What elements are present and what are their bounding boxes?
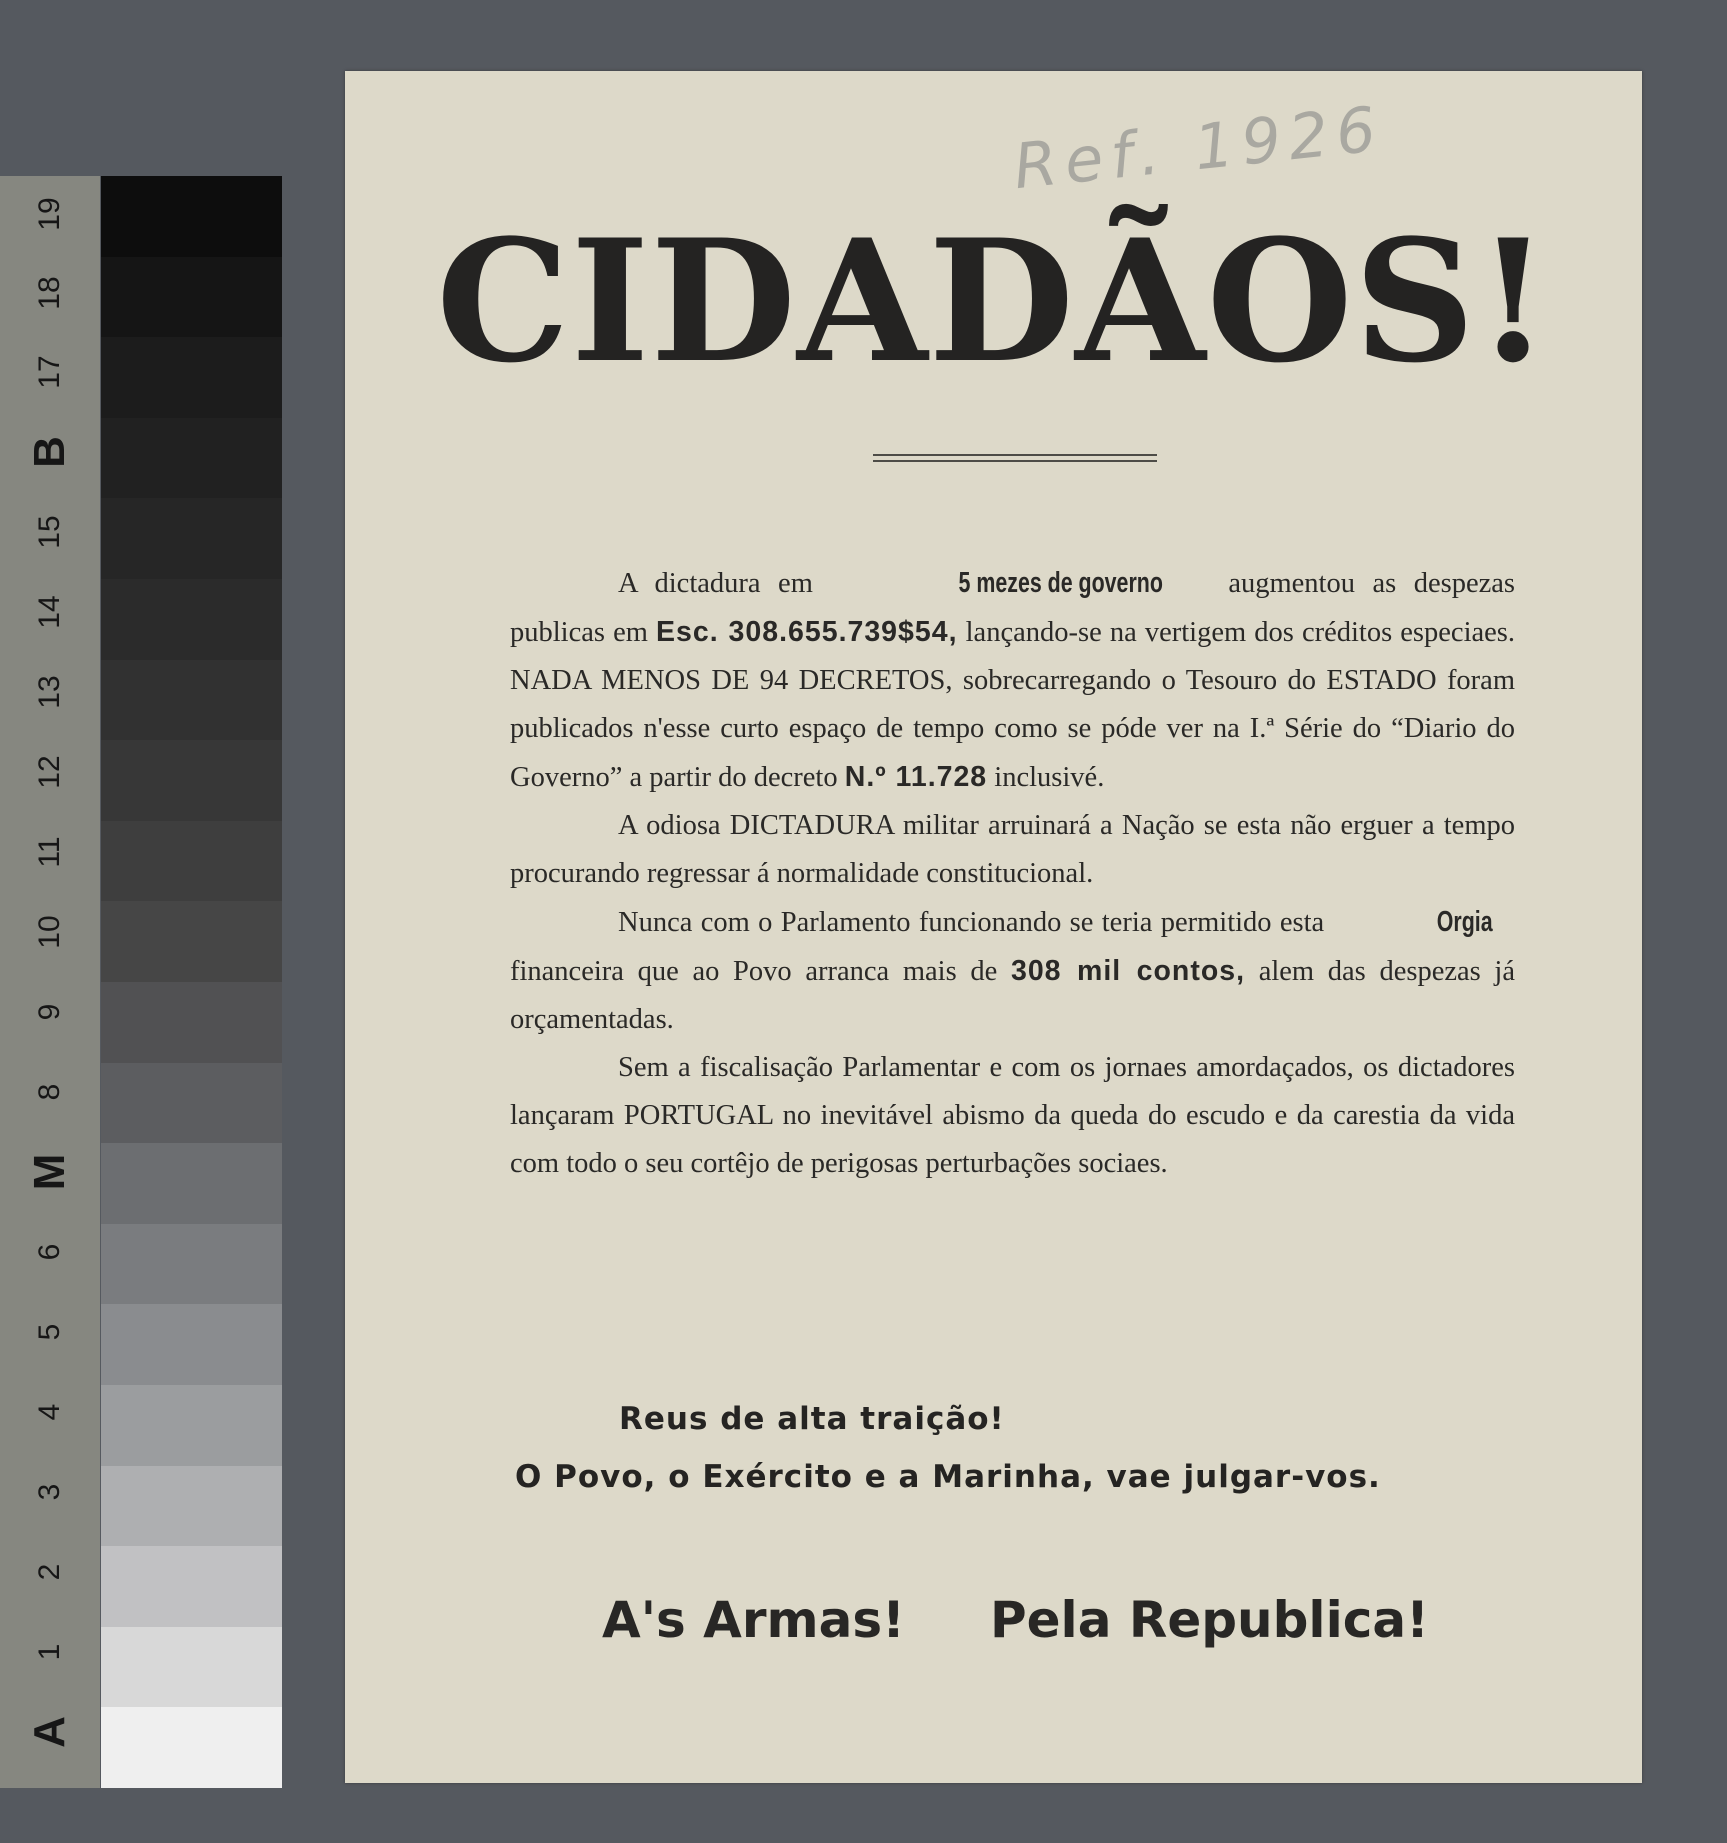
text-run: augmentou as despezas publicas em (510, 568, 1515, 648)
paragraph (510, 898, 1515, 1044)
emphasis-text: Esc. 308.655.739$54, (656, 616, 958, 648)
scale-label: 13 (33, 675, 66, 709)
title-divider (873, 460, 1157, 462)
paragraph (510, 802, 1515, 898)
gray-patch (101, 176, 282, 257)
scale-label: 15 (33, 515, 66, 549)
gray-patch (101, 901, 282, 982)
gray-patch (101, 982, 282, 1063)
rallying-cry: A's Armas! (602, 1591, 905, 1649)
title-divider (873, 454, 1157, 456)
grayscale-patches (101, 176, 282, 1788)
scale-label: M (25, 1153, 74, 1191)
scale-label: 1 (33, 1643, 66, 1661)
text-run: inclusivé. (987, 762, 1105, 793)
text-run: A odiosa DICTADURA militar arruinará a Nação se esta não erguer a tempo procurando regressar á normalidade constitucional. (510, 810, 1515, 889)
scale-label: 19 (33, 197, 66, 231)
accusation-line: Reus de alta traição! (619, 1401, 1005, 1437)
scale-label: 8 (33, 1083, 66, 1101)
gray-patch (101, 1707, 282, 1788)
scale-label: 17 (33, 355, 66, 389)
scale-label: A (25, 1716, 74, 1748)
scale-label: 14 (33, 595, 66, 629)
gray-patch (101, 418, 282, 499)
text-run: Nunca com o Parlamento funcionando se teria permitido esta (618, 907, 1333, 938)
handwritten-reference: Ref. 1926 (1010, 91, 1387, 204)
scale-label: 2 (33, 1563, 66, 1581)
gray-patch (101, 1466, 282, 1547)
paragraph (510, 1044, 1515, 1188)
gray-patch (101, 579, 282, 660)
gray-patch (101, 1143, 282, 1224)
scale-label: 10 (33, 915, 66, 949)
emphasis-text: N.º 11.728 (844, 761, 988, 793)
body-text (510, 559, 1515, 1188)
paragraph (510, 559, 1515, 802)
gray-patch (101, 337, 282, 418)
text-run: financeira que ao Povo arranca mais de (510, 956, 1011, 987)
document-page (345, 71, 1642, 1783)
gray-patch (101, 1304, 282, 1385)
color-scale-target (0, 176, 282, 1788)
gray-patch (101, 1224, 282, 1305)
gray-patch (101, 660, 282, 741)
scale-label: 3 (33, 1483, 66, 1501)
gray-patch (101, 1063, 282, 1144)
scale-label: 11 (33, 836, 66, 868)
gray-patch (101, 1385, 282, 1466)
gray-patch (101, 821, 282, 902)
emphasis-text: Orgia (1436, 906, 1493, 938)
rallying-cry: Pela Republica! (990, 1591, 1429, 1649)
gray-patch (101, 498, 282, 579)
scale-label: 18 (33, 276, 66, 310)
scale-label: 4 (33, 1403, 66, 1421)
scale-label: 6 (33, 1243, 66, 1261)
scale-label: 12 (33, 755, 66, 789)
gray-patch (101, 740, 282, 821)
emphasis-text: 5 mezes de governo (958, 567, 1164, 599)
gray-patch (101, 1627, 282, 1708)
text-run: alem das despezas já orçamentadas. (510, 956, 1516, 1035)
page-title: CIDADÃOS! (436, 202, 1551, 400)
text-run: lançando-se na vertigem dos créditos especiaes. NADA MENOS DE 94 DECRETOS, sobrecarregando o Tesouro do ESTADO foram publicados n'esse curto espaço de tempo como se póde ver na I.ª Série do “Diario do Governo” a partir do decreto (510, 617, 1515, 793)
text-run: A dictadura em (618, 568, 831, 599)
scale-label: 9 (33, 1003, 66, 1021)
scale-label: B (25, 436, 74, 468)
verdict-line: O Povo, o Exército e a Marinha, vae julgar-vos. (515, 1459, 1381, 1495)
gray-patch (101, 257, 282, 338)
scale-number-column (0, 176, 100, 1788)
emphasis-text: 308 mil contos, (1010, 955, 1246, 987)
scale-label: 5 (33, 1323, 66, 1341)
gray-patch (101, 1546, 282, 1627)
text-run: Sem a fiscalisação Parlamentar e com os jornaes amordaçados, os dictadores lançaram PORTUGAL no inevitável abismo da queda do escudo e da carestia da vida com todo o seu cortêjo de perigosas perturbações sociaes. (510, 1052, 1515, 1179)
